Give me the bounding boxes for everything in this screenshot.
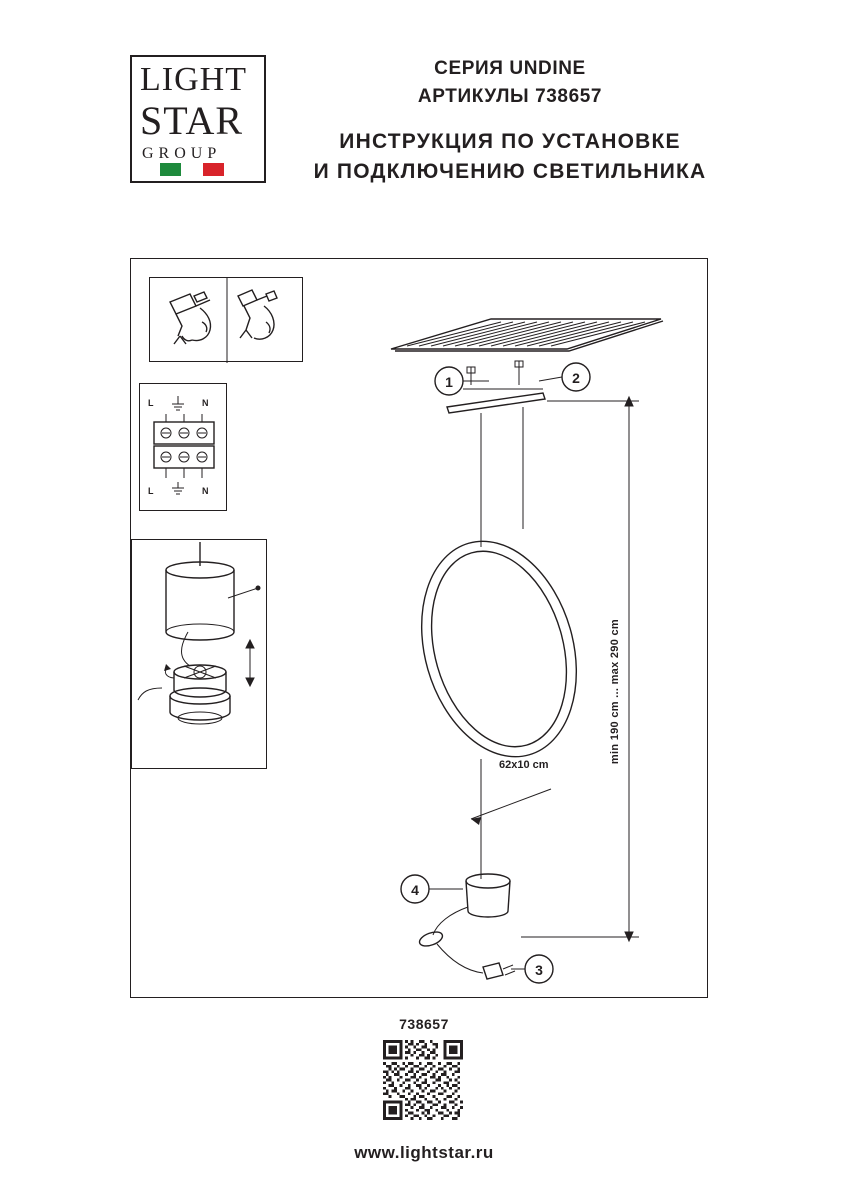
- callout-4-number: 4: [411, 882, 419, 898]
- ground-icon-bottom: [172, 482, 184, 494]
- italy-flag-icon: [160, 163, 224, 176]
- header-text-block: [290, 55, 730, 187]
- website-url: www.lightstar.ru: [354, 1143, 494, 1162]
- brand-logo: [130, 55, 266, 183]
- diagram-frame: [130, 258, 708, 998]
- qr-code: [383, 1040, 463, 1120]
- ring-lamp: [398, 523, 601, 775]
- terminal-label-l-top: L: [148, 398, 154, 408]
- height-dimension-label: min 190 cm ... max 290 cm: [609, 619, 621, 765]
- screwdriver-icon: [238, 290, 277, 339]
- terminal-label-n-bottom: N: [202, 486, 209, 496]
- logo-line-star: STAR: [140, 98, 244, 143]
- height-dimension-line: [521, 397, 639, 941]
- fixture-dimension-label: 62x10 cm: [499, 759, 549, 771]
- footer-article-code: 738657: [399, 1016, 449, 1032]
- tools-panel: [149, 277, 303, 362]
- drill-icon: [170, 292, 211, 344]
- ceiling-icon: [391, 319, 663, 351]
- power-cord: [418, 907, 515, 979]
- fixture-dimension-leader: [471, 789, 551, 825]
- mounting-bracket: [447, 393, 545, 413]
- canopy-adjust-panel: [131, 539, 267, 769]
- ground-icon-top: [172, 396, 184, 410]
- article-line: АРТИКУЛЫ 738657: [417, 86, 603, 107]
- instruction-title-line-1: ИНСТРУКЦИЯ ПО УСТАНОВКЕ: [339, 130, 681, 153]
- terminal-label-l-bottom: L: [148, 486, 154, 496]
- dowel-screw-icons: [463, 361, 543, 389]
- callout-2-number: 2: [572, 370, 580, 386]
- callout-1-number: 1: [445, 374, 453, 390]
- adjust-arrow-icon: [246, 640, 254, 686]
- instruction-title-line-2: И ПОДКЛЮЧЕНИЮ СВЕТИЛЬНИКА: [313, 160, 707, 183]
- logo-line-group: GROUP: [142, 145, 222, 162]
- callout-2: [539, 363, 590, 391]
- callout-4: [401, 875, 463, 903]
- logo-line-light: LIGHT: [140, 61, 247, 98]
- callout-1: [435, 367, 489, 395]
- terminal-label-n-top: N: [202, 398, 209, 408]
- terminal-block-panel: [139, 383, 227, 511]
- callout-3: [511, 955, 553, 983]
- series-line: СЕРИЯ UNDINE: [434, 58, 586, 79]
- callout-3-number: 3: [535, 962, 543, 978]
- driver-housing: [466, 874, 510, 917]
- plug-icon: [483, 963, 515, 979]
- fixture-assembly-drawing: [371, 289, 701, 978]
